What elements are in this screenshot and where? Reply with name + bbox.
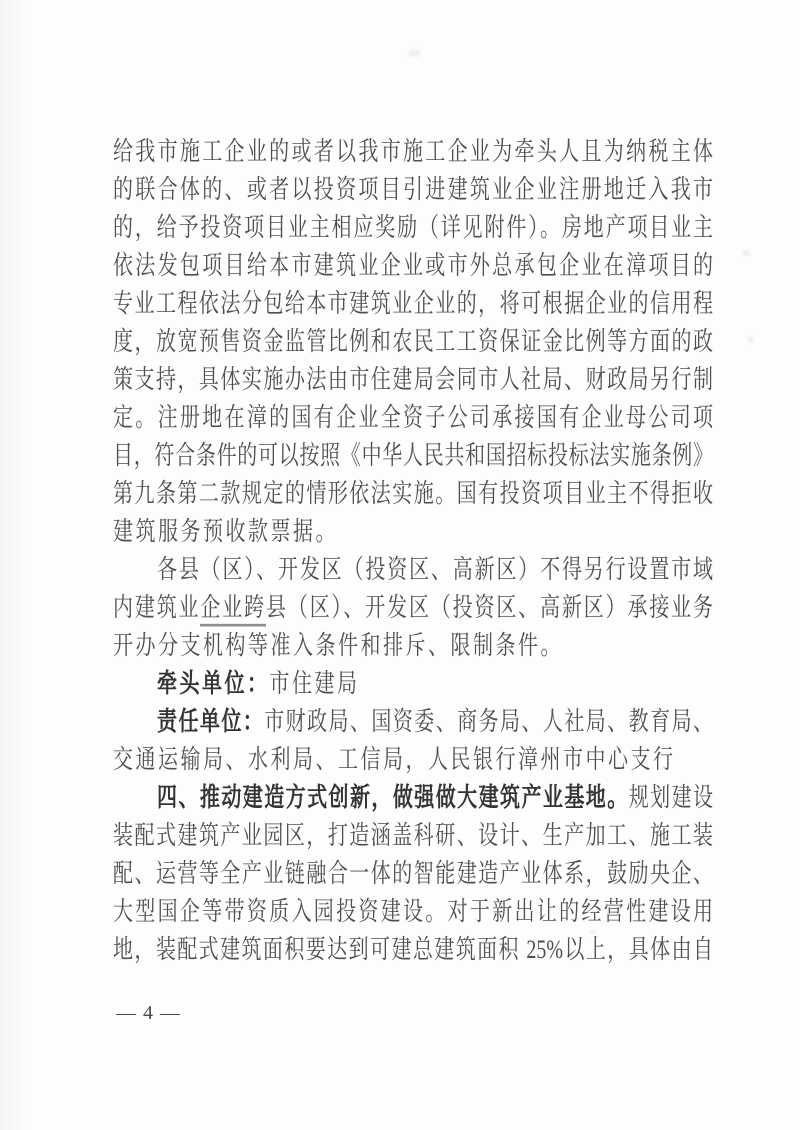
scan-artifact <box>408 50 420 57</box>
text-segment: 依法发包项目给本市建筑业企业或市外总承包企业在漳项目的 <box>113 251 713 281</box>
scan-edge-shading <box>0 0 26 1130</box>
text-segment: 内建筑业 <box>113 593 201 623</box>
scan-artifact <box>747 336 754 343</box>
text-segment: 各县（区）、开发区（投资区、高新区）不得另行设置市域 <box>157 555 713 585</box>
text-segment: 交通运输局、水利局、工信局，人民银行漳州市中心支行 <box>113 745 676 775</box>
text-segment: 市住建局 <box>269 669 360 699</box>
text-segment: 建筑服务预收款票据。 <box>113 517 338 547</box>
bold-segment: 责任单位： <box>157 707 265 737</box>
underlined-segment: 企业跨 <box>200 593 266 626</box>
bold-segment: 牵头单位： <box>157 669 270 699</box>
page-number: — 4 — <box>116 1002 181 1024</box>
document-body <box>113 133 713 969</box>
text-segment: 开办分支机构等准入条件和排斥、限制条件。 <box>113 631 563 661</box>
text-segment: 县（区）、开发区（投资区、高新区）承接业务 <box>265 593 713 623</box>
text-segment: 规划建设 <box>628 783 713 813</box>
text-segment: 的联合体的、或者以投资项目引进建筑业企业注册地迁入我市 <box>113 175 713 205</box>
text-segment: 目，符合条件的可以按照《中华人民共和国招标投标法实施条例》 <box>113 441 713 471</box>
text-segment: 定。注册地在漳的国有企业全资子公司承接国有企业母公司项 <box>113 403 713 433</box>
text-segment: 策支持，具体实施办法由市住建局会同市人社局、财政局另行制 <box>113 365 713 395</box>
text-segment: 度，放宽预售资金监管比例和农民工工资保证金比例等方面的政 <box>113 327 713 357</box>
bold-segment: 四、推动建造方式创新，做强做大建筑产业基地。 <box>157 783 629 813</box>
text-segment: 地，装配式建筑面积要达到可建总建筑面积 25%以上，具体由自 <box>113 935 713 965</box>
text-segment: 第九条第二款规定的情形依法实施。国有投资项目业主不得拒收 <box>113 479 713 509</box>
text-segment: 给我市施工企业的或者以我市施工企业为牵头人且为纳税主体 <box>113 137 713 167</box>
text-segment: 市财政局、国资委、商务局、人社局、教育局、 <box>264 707 713 737</box>
text-segment: 的，给予投资项目业主相应奖励（详见附件）。房地产项目业主 <box>113 213 713 243</box>
text-segment: 专业工程依法分包给本市建筑业企业的，将可根据企业的信用程 <box>113 289 713 319</box>
text-segment: 配、运营等全产业链融合一体的智能建造产业体系，鼓励央企、 <box>113 859 713 889</box>
text-line <box>113 925 713 975</box>
text-segment: 装配式建筑产业园区，打造涵盖科研、设计、生产加工、施工装 <box>113 821 713 851</box>
text-segment: 大型国企等带资质入园投资建设。对于新出让的经营性建设用 <box>113 897 713 927</box>
scan-artifact <box>742 250 750 256</box>
